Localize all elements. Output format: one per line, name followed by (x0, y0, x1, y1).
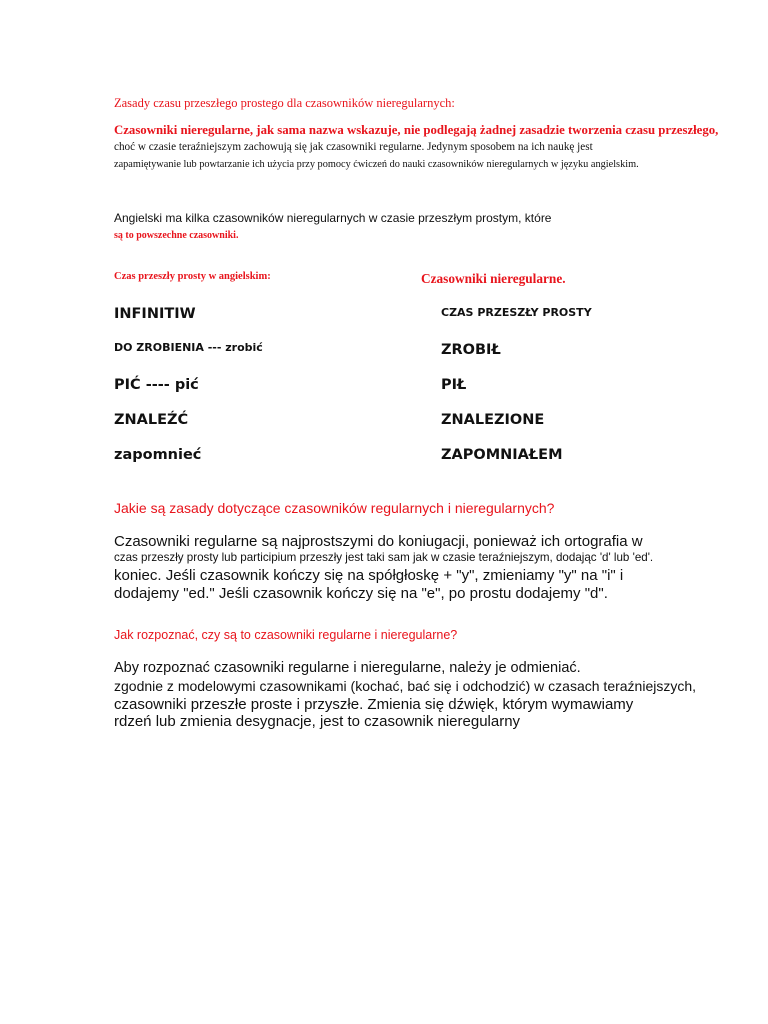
section3-line-3: czasowniki przeszłe proste i przyszłe. Zmienia się dźwięk, którym wymawiamy (114, 696, 634, 713)
table-row-4-past: ZAPOMNIAŁEM (441, 447, 563, 463)
table-row-4-infinitive: zapomnieć (114, 447, 202, 463)
intro-heading: Zasady czasu przeszłego prostego dla czasowników nieregularnych: (114, 96, 455, 110)
section2-heading: Jakie są zasady dotyczące czasowników regularnych i nieregularnych? (114, 500, 555, 516)
infinitive-column-header: INFINITIW (114, 306, 196, 322)
para2-line-2: są to powszechne czasowniki. (114, 230, 239, 241)
section3-line-4: rdzeń lub zmienia desygnacje, jest to czasownik nieregularny (114, 713, 521, 730)
section2-line-4: dodajemy "ed." Jeśli czasownik kończy się na "e", po prostu dodajemy "d". (114, 585, 608, 602)
section3-line-2: zgodnie z modelowymi czasownikami (kochać, bać się i odchodzić) w czasach teraźniejszych, (114, 678, 697, 694)
section2-line-3: koniec. Jeśli czasownik kończy się na spółgłoskę + "y", zmieniamy "y" na "i" i (114, 567, 624, 584)
intro-line-2: choć w czasie teraźniejszym zachowują się jak czasowniki regularne. Jedynym sposobem na ich naukę jest (114, 141, 593, 153)
table-row-1-past: ZROBIŁ (441, 342, 501, 358)
section3-heading: Jak rozpoznać, czy są to czasowniki regularne i nieregularne? (114, 628, 458, 642)
intro-line-3: zapamiętywanie lub powtarzanie ich użycia przy pomocy ćwiczeń do nauki czasowników nieregularnych w języku angielskim. (114, 159, 639, 170)
past-simple-column-header: CZAS PRZESZŁY PROSTY (441, 306, 592, 319)
table-left-heading: Czas przeszły prosty w angielskim: (114, 271, 271, 282)
para2-line-1: Angielski ma kilka czasowników nieregularnych w czasie przeszłym prostym, które (114, 211, 552, 225)
table-row-3-infinitive: ZNALEŹĆ (114, 412, 189, 428)
intro-bold-line: Czasowniki nieregularne, jak sama nazwa wskazuje, nie podlegają żadnej zasadzie tworzenia czasu przeszłego, (114, 123, 719, 137)
section2-line-1: Czasowniki regularne są najprostszymi do koniugacji, ponieważ ich ortografia w (114, 533, 643, 550)
table-row-2-infinitive: PIĆ ---- pić (114, 377, 199, 393)
table-right-heading: Czasowniki nieregularne. (421, 271, 566, 286)
table-row-3-past: ZNALEZIONE (441, 412, 545, 428)
section2-line-2: czas przeszły prosty lub participium przeszły jest taki sam jak w czasie teraźniejszym, dodając 'd' lub 'ed'. (114, 551, 654, 564)
table-row-2-past: PIŁ (441, 377, 467, 393)
table-row-1-infinitive: DO ZROBIENIA --- zrobić (114, 341, 263, 354)
section3-line-1: Aby rozpoznać czasowniki regularne i nieregularne, należy je odmieniać. (114, 660, 581, 676)
